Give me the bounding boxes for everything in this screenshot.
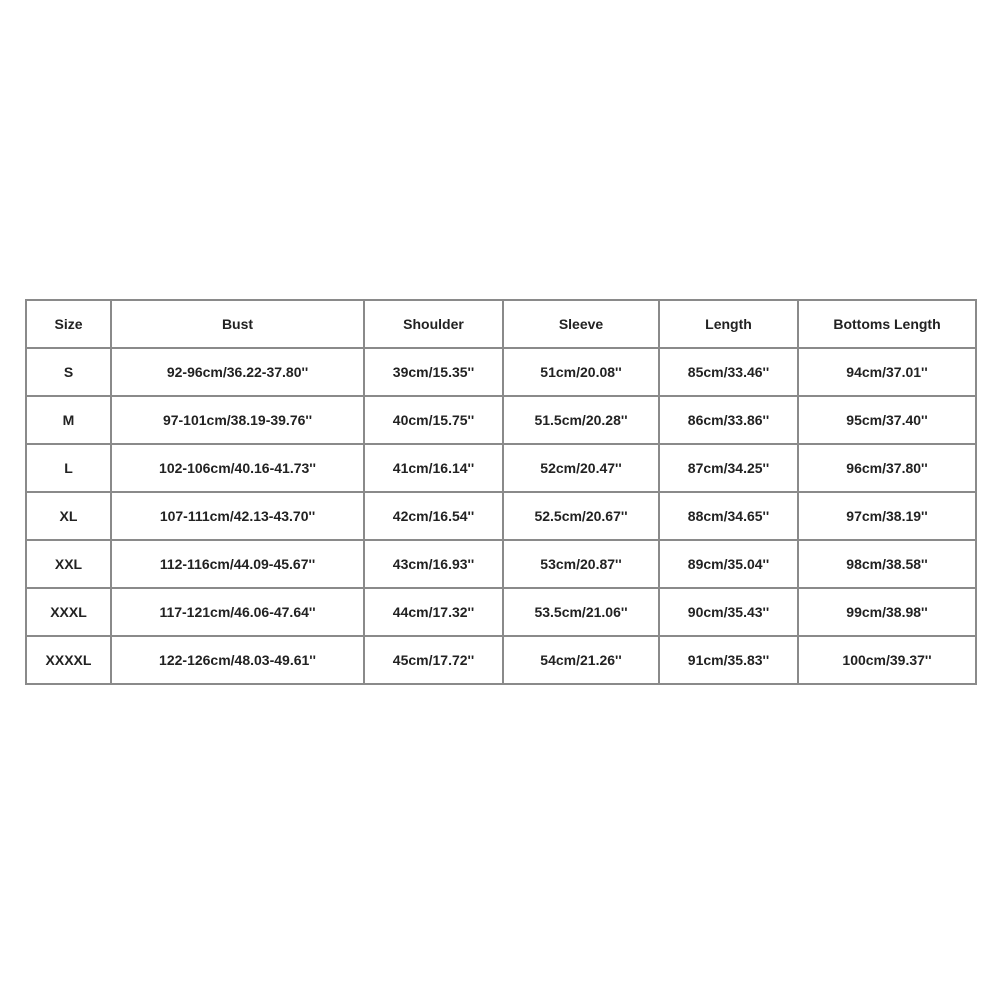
bust-cell: 92-96cm/36.22-37.80'' [111, 348, 364, 396]
header-bust: Bust [111, 300, 364, 348]
length-cell: 89cm/35.04'' [659, 540, 798, 588]
length-cell: 88cm/34.65'' [659, 492, 798, 540]
table-row [26, 348, 976, 396]
sleeve-cell: 52.5cm/20.67'' [503, 492, 659, 540]
length-cell: 87cm/34.25'' [659, 444, 798, 492]
header-size: Size [26, 300, 111, 348]
shoulder-cell: 40cm/15.75'' [364, 396, 503, 444]
table-row [26, 396, 976, 444]
header-sleeve: Sleeve [503, 300, 659, 348]
shoulder-cell: 41cm/16.14'' [364, 444, 503, 492]
sleeve-cell: 51cm/20.08'' [503, 348, 659, 396]
shoulder-cell: 45cm/17.72'' [364, 636, 503, 684]
length-cell: 85cm/33.46'' [659, 348, 798, 396]
length-cell: 90cm/35.43'' [659, 588, 798, 636]
sleeve-cell: 53.5cm/21.06'' [503, 588, 659, 636]
table-row [26, 636, 976, 684]
bust-cell: 112-116cm/44.09-45.67'' [111, 540, 364, 588]
bottoms-length-cell: 97cm/38.19'' [798, 492, 976, 540]
bust-cell: 122-126cm/48.03-49.61'' [111, 636, 364, 684]
size-cell: L [26, 444, 111, 492]
size-cell: XXXL [26, 588, 111, 636]
bottoms-length-cell: 99cm/38.98'' [798, 588, 976, 636]
sleeve-cell: 51.5cm/20.28'' [503, 396, 659, 444]
size-cell: XXL [26, 540, 111, 588]
sleeve-cell: 54cm/21.26'' [503, 636, 659, 684]
shoulder-cell: 44cm/17.32'' [364, 588, 503, 636]
table-row [26, 540, 976, 588]
length-cell: 86cm/33.86'' [659, 396, 798, 444]
size-cell: M [26, 396, 111, 444]
bottoms-length-cell: 96cm/37.80'' [798, 444, 976, 492]
bottoms-length-cell: 100cm/39.37'' [798, 636, 976, 684]
bust-cell: 107-111cm/42.13-43.70'' [111, 492, 364, 540]
size-cell: XL [26, 492, 111, 540]
size-chart-table [25, 299, 977, 685]
shoulder-cell: 39cm/15.35'' [364, 348, 503, 396]
table-row [26, 444, 976, 492]
length-cell: 91cm/35.83'' [659, 636, 798, 684]
shoulder-cell: 43cm/16.93'' [364, 540, 503, 588]
sleeve-cell: 53cm/20.87'' [503, 540, 659, 588]
size-cell: XXXXL [26, 636, 111, 684]
header-length: Length [659, 300, 798, 348]
size-cell: S [26, 348, 111, 396]
header-row [26, 300, 976, 348]
shoulder-cell: 42cm/16.54'' [364, 492, 503, 540]
bust-cell: 97-101cm/38.19-39.76'' [111, 396, 364, 444]
header-bottoms-length: Bottoms Length [798, 300, 976, 348]
sleeve-cell: 52cm/20.47'' [503, 444, 659, 492]
header-shoulder: Shoulder [364, 300, 503, 348]
table-row [26, 588, 976, 636]
bottoms-length-cell: 95cm/37.40'' [798, 396, 976, 444]
bust-cell: 117-121cm/46.06-47.64'' [111, 588, 364, 636]
bottoms-length-cell: 94cm/37.01'' [798, 348, 976, 396]
table-row [26, 492, 976, 540]
bust-cell: 102-106cm/40.16-41.73'' [111, 444, 364, 492]
bottoms-length-cell: 98cm/38.58'' [798, 540, 976, 588]
